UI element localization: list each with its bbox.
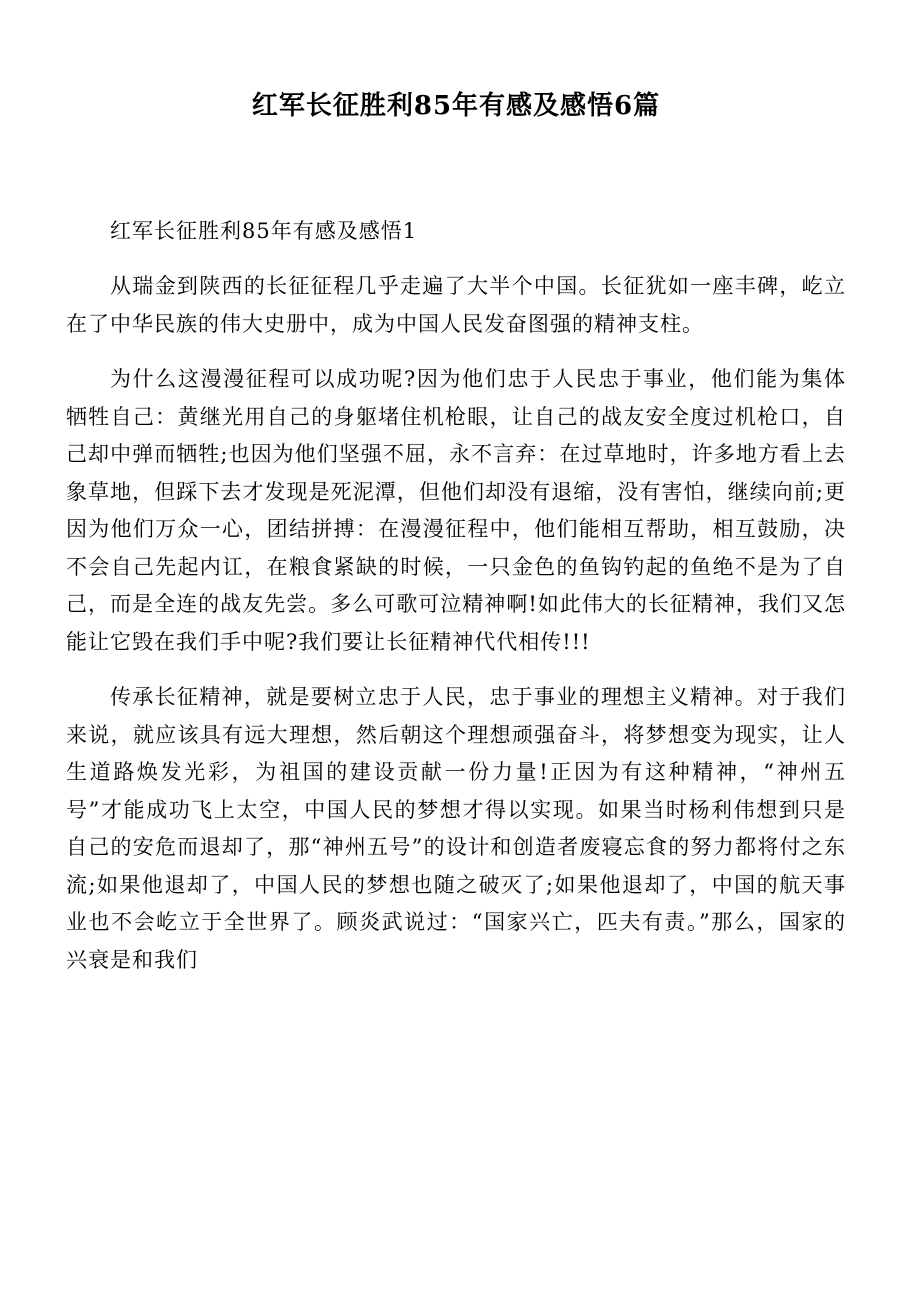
document-title: 红军长征胜利85年有感及感悟6篇 <box>251 91 661 121</box>
document-body <box>66 212 846 997</box>
paragraph-1: 从瑞金到陕西的长征征程几乎走遍了大半个中国。长征犹如一座丰碑，屹立在了中华民族的伟大史册中，成为中国人民发奋图强的精神支柱。 <box>66 274 846 336</box>
section-heading: 红军长征胜利85年有感及感悟1 <box>110 219 418 243</box>
paragraph-2: 为什么这漫漫征程可以成功呢?因为他们忠于人民忠于事业，他们能为集体牺牲自己：黄继光用自己的身躯堵住机枪眼，让自己的战友安全度过机枪口，自己却中弹而牺牲;也因为他们坚强不屈，永不言弃：在过草地时，许多地方看上去象草地，但踩下去才发现是死泥潭，但他们却没有退缩，没有害怕，继续向前;更因为他们万众一心，团结拼搏：在漫漫征程中，他们能相互帮助，相互鼓励，决不会自己先起内讧，在粮食紧缺的时候，一只金色的鱼钩钓起的鱼绝不是为了自己，而是全连的战友先尝。多么可歌可泣精神啊!如此伟大的长征精神，我们又怎能让它毁在我们手中呢?我们要让长征精神代代相传!!! <box>66 367 846 654</box>
paragraph-3: 传承长征精神，就是要树立忠于人民，忠于事业的理想主义精神。对于我们来说，就应该具有远大理想，然后朝这个理想顽强奋斗，将梦想变为现实，让人生道路焕发光彩，为祖国的建设贡献一份力量!正因为有这种精神，“神州五号”才能成功飞上太空，中国人民的梦想才得以实现。如果当时杨利伟想到只是自己的安危而退却了，那“神州五号”的设计和创造者废寝忘食的努力都将付之东流;如果他退却了，中国人民的梦想也随之破灭了;如果他退却了，中国的航天事业也不会屹立于全世界了。顾炎武说过：“国家兴亡，匹夫有责。”那么，国家的兴衰是和我们 <box>66 685 846 972</box>
